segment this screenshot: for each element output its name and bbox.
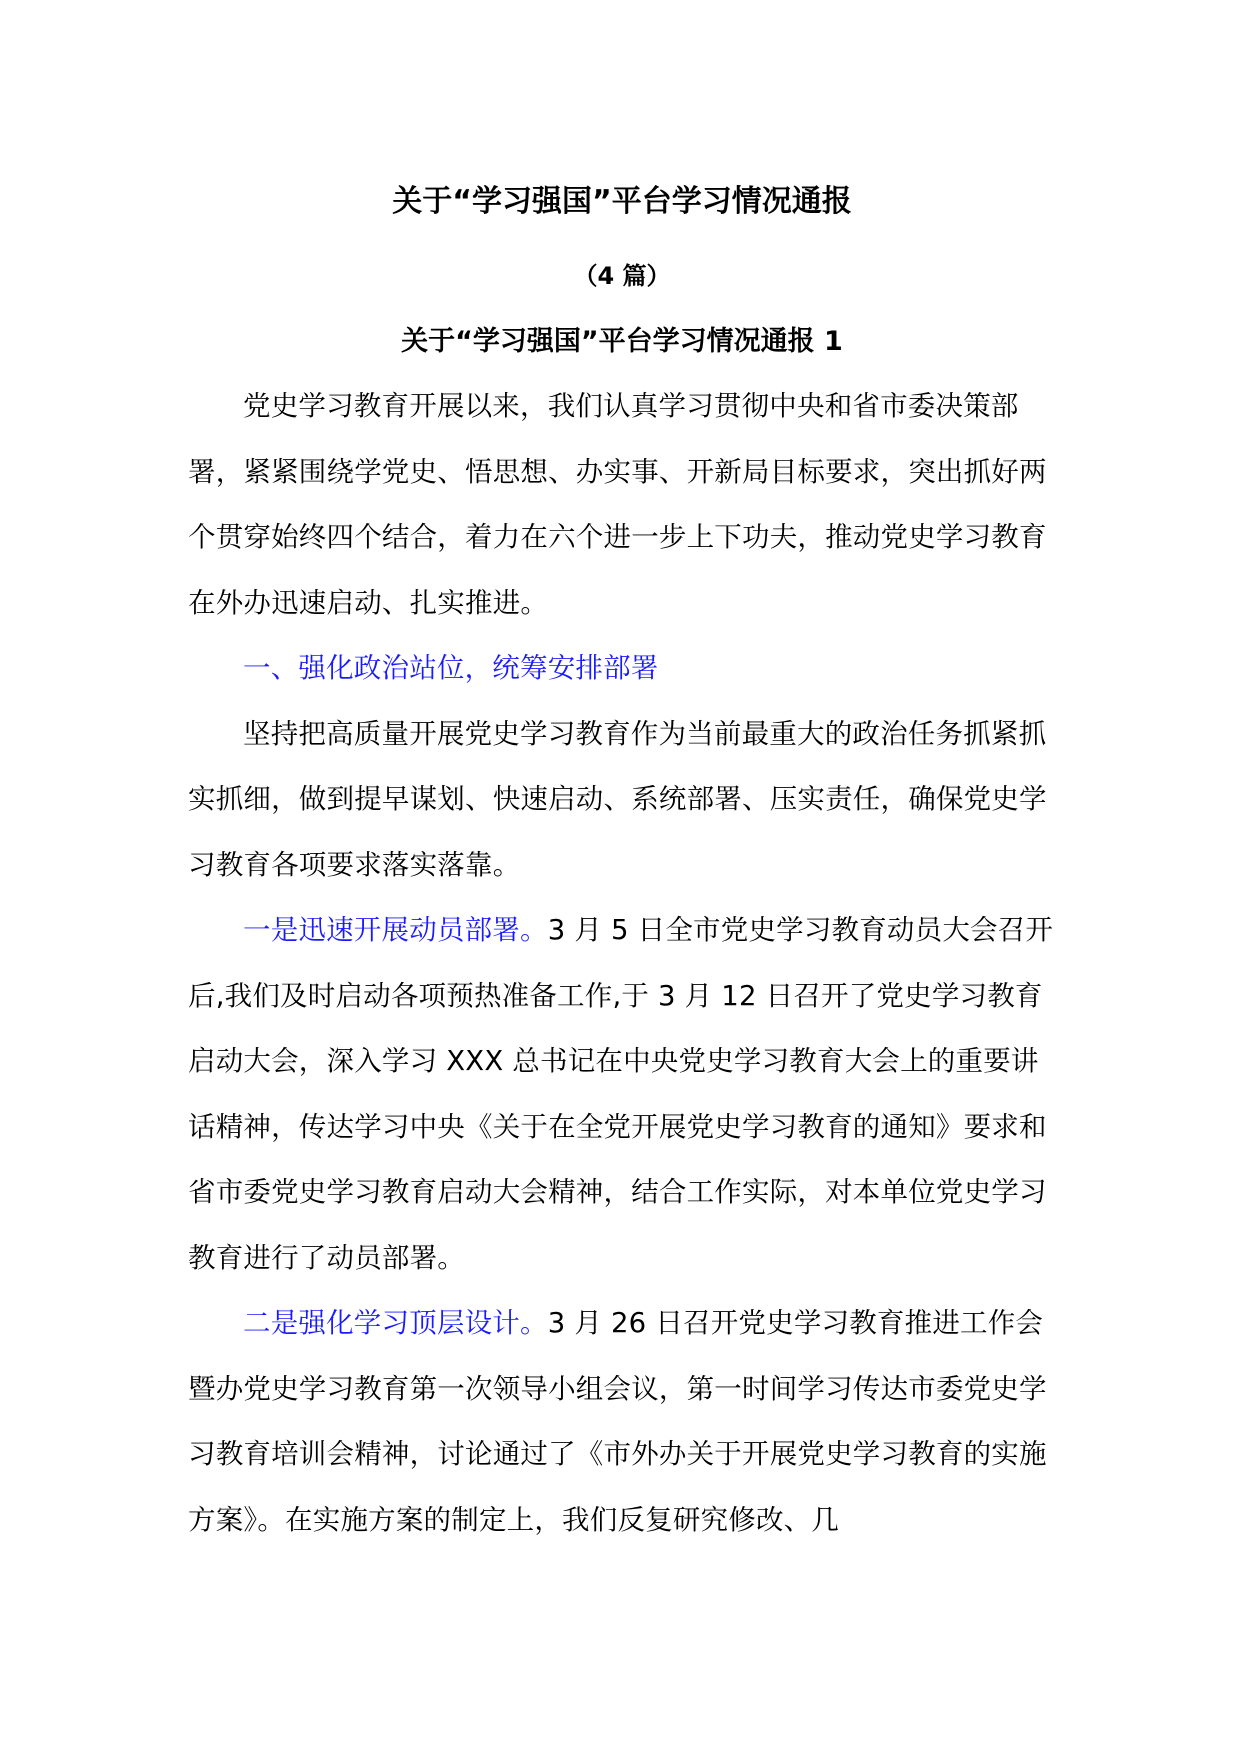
document-title: 关于“学习强国”平台学习情况通报 — [392, 184, 852, 219]
section-title: 关于“学习强国”平台学习情况通报 1 — [401, 326, 843, 357]
paragraph-top-level-design — [188, 1291, 1056, 1553]
paragraph-body-text: 3 月 26 日召开党史学习教育推进工作会暨办党史学习教育第一次领导小组会议，第一时间学习传达市委党史学习教育培训会精神，讨论通过了《市外办关于开展党史学习教育的实施方案》。在实施方案的制定上，我们反复研究修改、几 — [188, 1307, 1047, 1536]
paragraph-lead-text: 二是强化学习顶层设计。 — [243, 1307, 548, 1339]
paragraph-political-stance: 坚持把高质量开展党史学习教育作为当前最重大的政治任务抓紧抓实抓细，做到提早谋划、快速启动、系统部署、压实责任，确保党史学习教育各项要求落实落靠。 — [188, 717, 1047, 881]
paragraph-mobilization — [188, 898, 1056, 1291]
article-count: （4 篇） — [573, 262, 671, 290]
section-heading-1: 一、强化政治站位，统筹安排部署 — [243, 652, 659, 684]
paragraph-intro: 党史学习教育开展以来，我们认真学习贯彻中央和省市委决策部署，紧紧围绕学党史、悟思想、办实事、开新局目标要求，突出抓好两个贯穿始终四个结合，着力在六个进一步上下功夫，推动党史学习教育在外办迅速启动、扎实推进。 — [188, 390, 1047, 619]
paragraph-lead-text: 一是迅速开展动员部署。 — [243, 914, 548, 946]
document-page — [188, 178, 1056, 1553]
paragraph-body-text: 3 月 5 日全市党史学习教育动员大会召开后,我们及时启动各项预热准备工作,于 3 月 12 日召开了党史学习教育启动大会，深入学习 XXX 总书记在中央党史学习教育大会上的重要讲话精神，传达学习中央《关于在全党开展党史学习教育的通知》要求和省市委党史学习教育启动大会精神，结合工作实际，对本单位党史学习教育进行了动员部署。 — [188, 914, 1054, 1274]
